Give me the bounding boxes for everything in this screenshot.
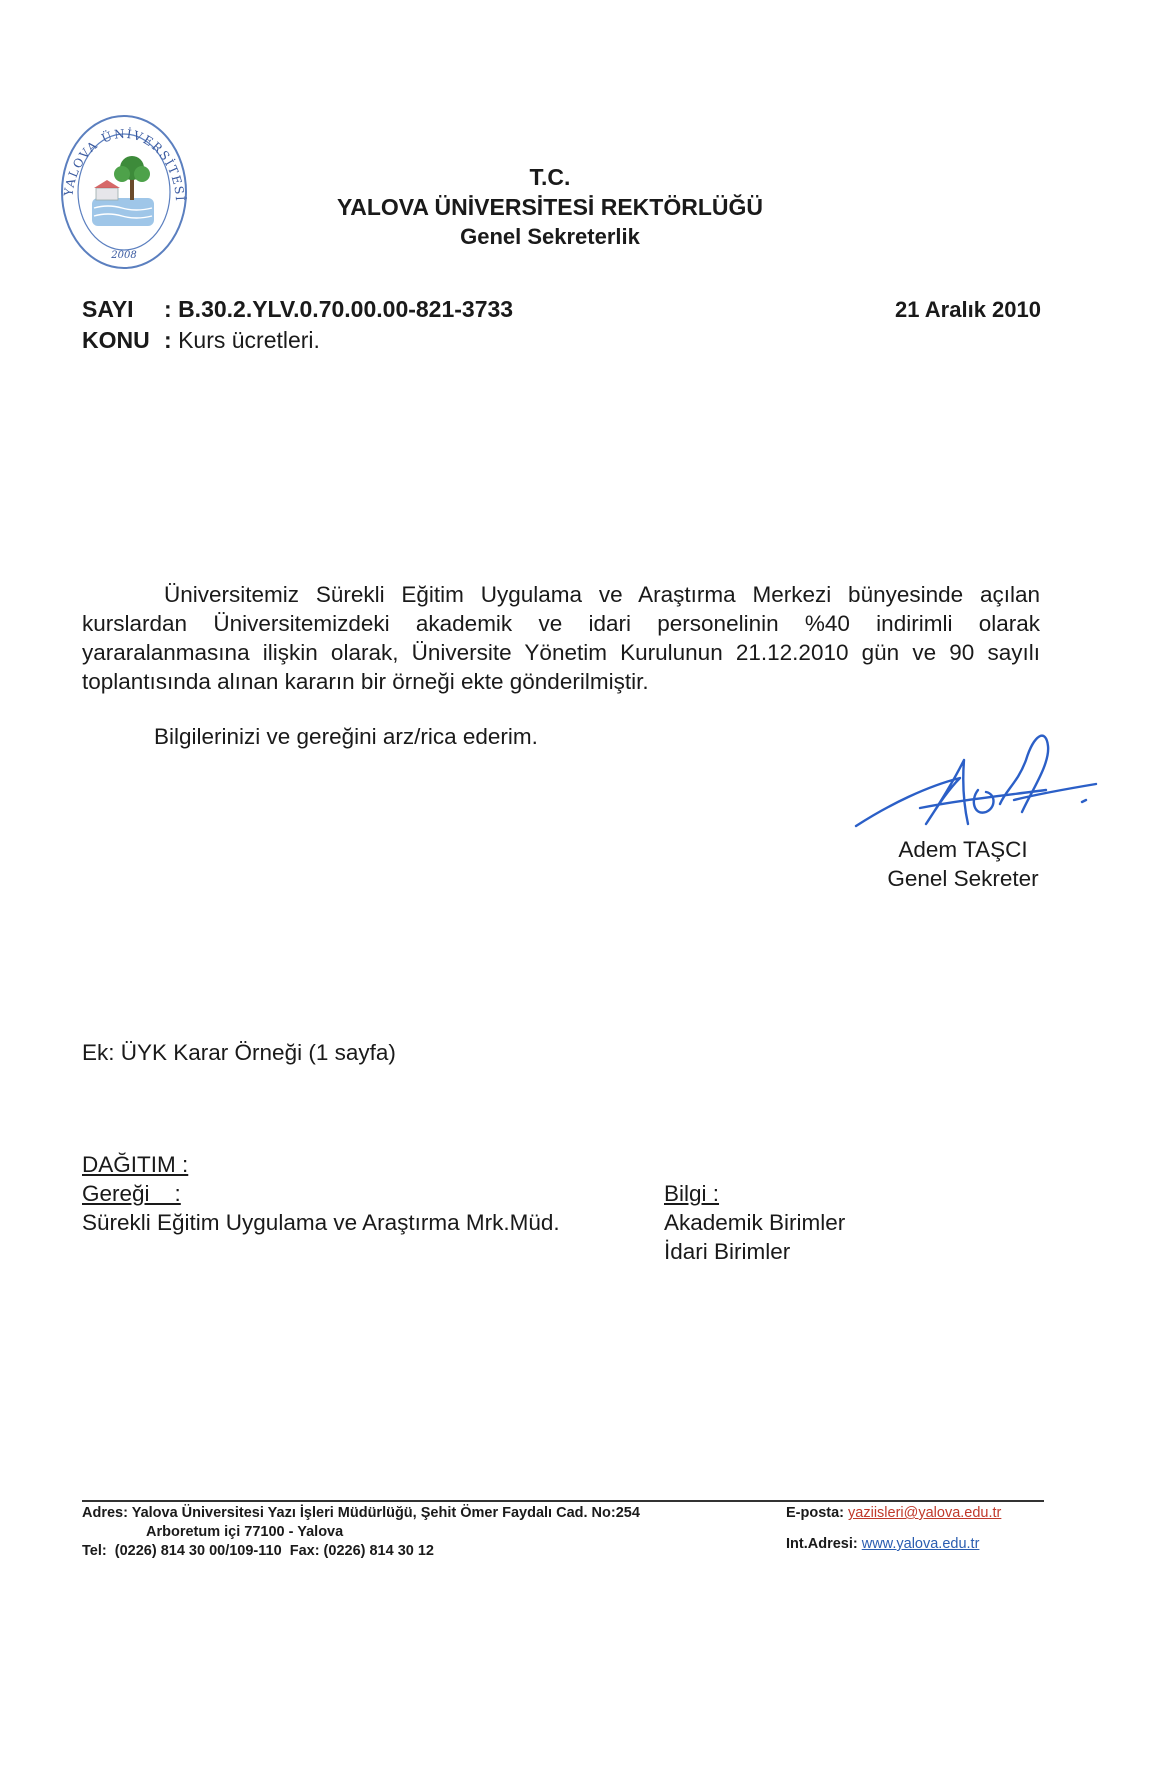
- address-line-1: Adres: Yalova Üniversitesi Yazı İşleri Müdürlüğü, Şehit Ömer Faydalı Cad. No:254: [82, 1505, 640, 1521]
- bilgi-item: Akademik Birimler: [664, 1210, 846, 1235]
- web-row: [786, 1535, 1001, 1554]
- bilgi-label: Bilgi :: [664, 1181, 720, 1206]
- svg-text:YALOVA ÜNİVERSİTESİ: YALOVA ÜNİVERSİTESİ: [61, 126, 188, 203]
- web-label: Int.Adresi:: [786, 1536, 858, 1552]
- handwritten-signature-icon: [850, 720, 1110, 840]
- signer-title: Genel Sekreter: [887, 866, 1039, 891]
- phone-line: Tel: (0226) 814 30 00/109-110 Fax: (0226) 814 30 12: [82, 1543, 435, 1559]
- footer-divider: [82, 1500, 1044, 1502]
- closing-line: Bilgilerinizi ve gereğini arz/rica ederim.: [154, 724, 538, 749]
- body-paragraph: Üniversitemiz Sürekli Eğitim Uygulama ve Araştırma Merkezi bünyesinde açılan kurslardan Üniversitemizdeki akademik ve idari personelinin %40 indirimli olarak yararalanmasına ilişkin olarak, Üniversite Yönetim Kurulunun 21.12.2010 gün ve 90 sayılı toplantısında alınan kararın bir örneği ekte gönderilmiştir.: [82, 582, 1040, 694]
- email-label: E-posta:: [786, 1505, 844, 1521]
- gereği-label: Gereği :: [82, 1181, 181, 1206]
- header-department: Genel Sekreterlik: [460, 224, 640, 249]
- letterhead: [280, 162, 820, 252]
- konu-row: KONU : Kurs ücretleri.: [82, 325, 513, 356]
- distribution-heading: DAĞITIM :: [82, 1152, 189, 1177]
- footer-address: [82, 1504, 640, 1561]
- email-link[interactable]: yaziisleri@yalova.edu.tr: [848, 1505, 1002, 1521]
- info-block: [664, 1179, 845, 1266]
- svg-text:2008: 2008: [111, 250, 137, 261]
- header-university: YALOVA ÜNİVERSİTESİ REKTÖRLÜĞÜ: [337, 194, 763, 220]
- email-row: [786, 1504, 1001, 1523]
- university-seal-icon: [58, 112, 190, 272]
- signer-name: Adem TAŞCI: [898, 837, 1028, 862]
- distribution-block: [82, 1150, 560, 1237]
- address-line-2: Arboretum içi 77100 - Yalova: [146, 1524, 344, 1540]
- footer-contact: [786, 1504, 1001, 1554]
- konu-value: Kurs ücretleri.: [178, 327, 320, 353]
- sayi-row: SAYI : B.30.2.YLV.0.70.00.00-821-3733: [82, 294, 513, 325]
- signer-block: [858, 835, 1068, 893]
- header-tc: T.C.: [529, 164, 571, 190]
- website-link[interactable]: www.yalova.edu.tr: [861, 1536, 980, 1552]
- document-date: 21 Aralık 2010: [895, 297, 1041, 322]
- sayi-label: SAYI: [82, 296, 134, 322]
- sayi-value: B.30.2.YLV.0.70.00.00-821-3733: [178, 296, 514, 322]
- konu-label: KONU: [82, 327, 150, 353]
- document-meta: [82, 294, 513, 356]
- attachment-note: Ek: ÜYK Karar Örneği (1 sayfa): [82, 1040, 396, 1065]
- gereği-item: Sürekli Eğitim Uygulama ve Araştırma Mrk.Müd.: [82, 1210, 560, 1235]
- bilgi-item: İdari Birimler: [664, 1239, 791, 1264]
